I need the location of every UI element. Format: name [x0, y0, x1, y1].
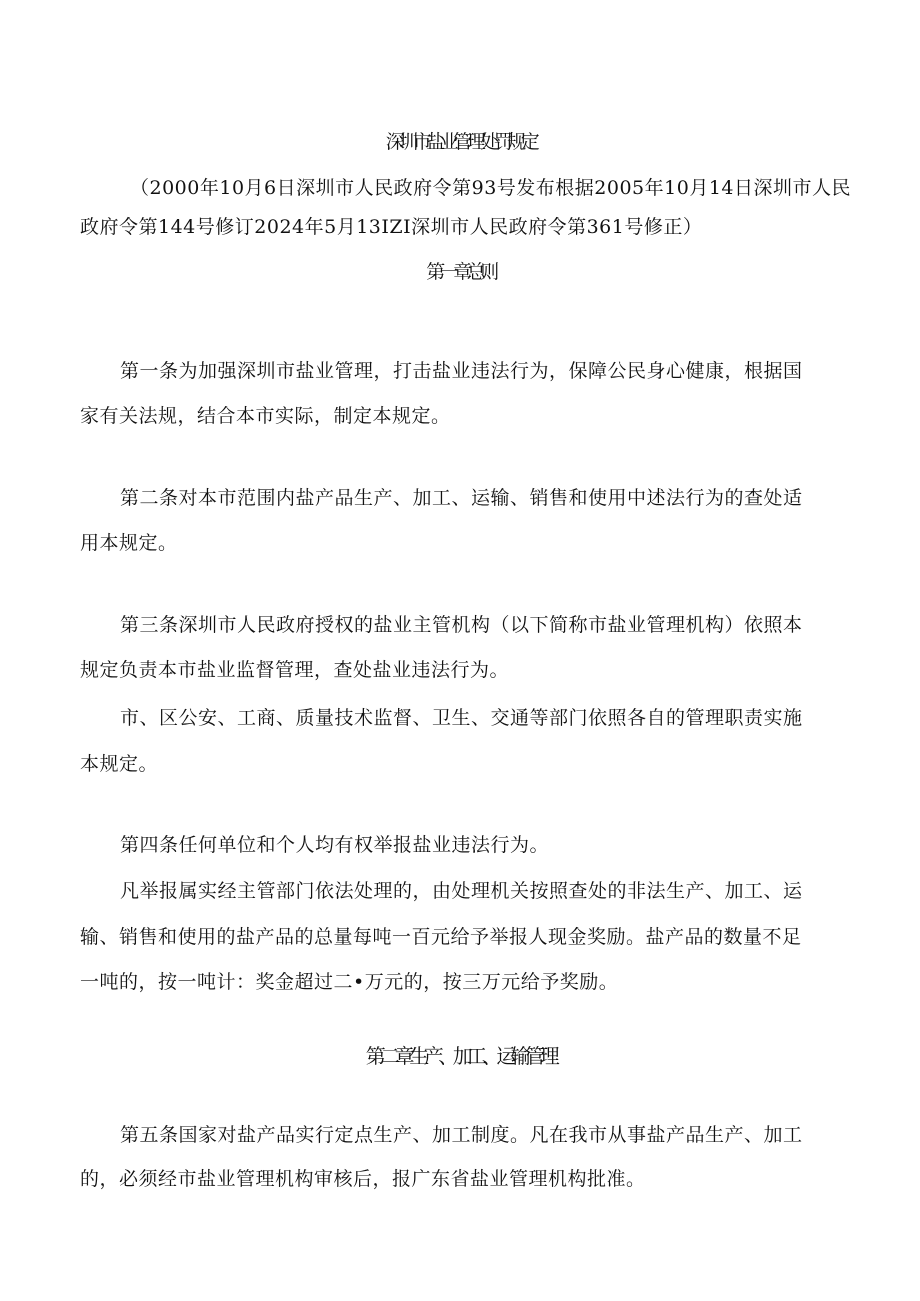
article-4-paragraph-2-line-2: 输、销售和使用的盐产品的总量每吨一百元给予举报人现金奖励。盐产品的数量不足 — [80, 926, 802, 948]
article-3-paragraph-2-line-1: 市、区公安、工商、质量技术监督、卫生、交通等部门依照各自的管理职责实施 — [120, 707, 803, 729]
article-3-line-1: 第三条深圳市人民政府授权的盐业主管机构（以下简称市盐业管理机构）依照本 — [120, 614, 803, 636]
article-2-line-1: 第二条对本市范围内盐产品生产、加工、运输、销售和使用中述法行为的查处适 — [120, 487, 803, 509]
article-4-paragraph-2-line-1: 凡举报属实经主管部门依法处理的，由处理机关按照查处的非法生产、加工、运 — [120, 880, 803, 902]
document-subtitle-line-1: （2000年10月6日深圳市人民政府令第93号发布根据2005年10月14日深圳市人民 — [130, 177, 852, 199]
chapter-1-heading: 第一章总则 — [426, 261, 494, 283]
document-subtitle-line-2: 政府令第144号修订2024年5月13IZI深圳市人民政府令第361号修正） — [80, 216, 703, 238]
chapter-2-heading: 第二章生产、加工、运输管理 — [365, 1044, 555, 1068]
article-1-line-2: 家有关法规，结合本市实际，制定本规定。 — [80, 405, 451, 427]
article-2-line-2: 用本规定。 — [80, 532, 178, 554]
article-5-line-2: 的，必须经市盐业管理机构审核后，报广东省盐业管理机构批准。 — [80, 1168, 646, 1190]
article-3-paragraph-2-line-2: 本规定。 — [80, 753, 159, 775]
article-5-line-1: 第五条国家对盐产品实行定点生产、加工制度。凡在我市从事盐产品生产、加工 — [120, 1124, 803, 1146]
article-3-line-2: 规定负责本市盐业监督管理，查处盐业违法行为。 — [80, 659, 510, 681]
article-1-line-1: 第一条为加强深圳市盐业管理，打击盐业违法行为，保障公民身心健康，根据国 — [120, 360, 803, 382]
article-4-line-1: 第四条任何单位和个人均有权举报盐业违法行为。 — [120, 834, 550, 856]
article-4-paragraph-2-line-3: 一吨的，按一吨计：奖金超过二•万元的，按三万元给予奖励。 — [80, 971, 619, 993]
document-title: 深圳市盐业管理处罚规定 — [385, 131, 535, 153]
